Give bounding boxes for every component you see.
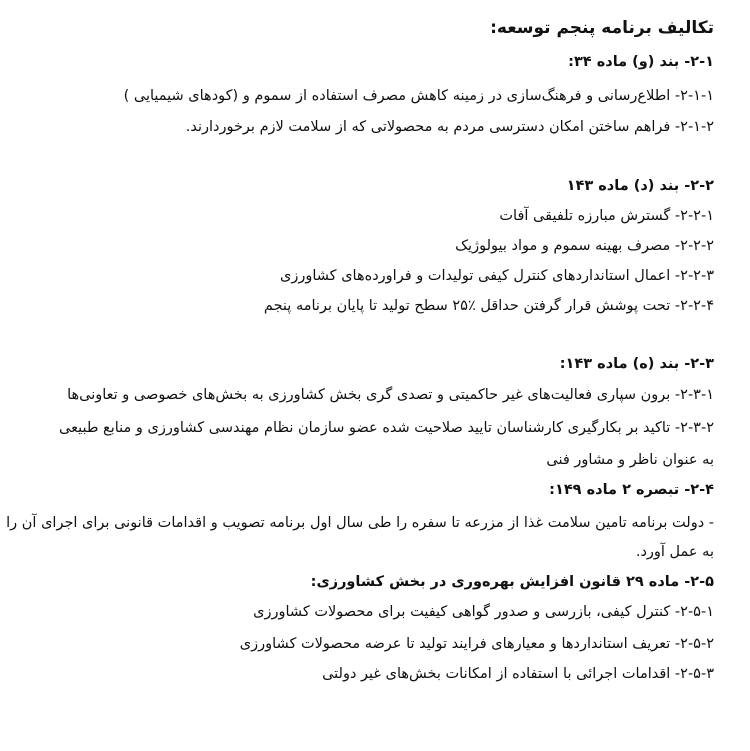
list-item: ۲-۲-۱- گسترش مبارزه تلفیقی آفات xyxy=(499,208,714,224)
section-heading: ۲-۴- تبصره ۲ ماده ۱۴۹: xyxy=(549,482,714,498)
list-item: - دولت برنامه تامین سلامت غذا از مزرعه تا سفره را طی سال اول برنامه تصویب و اقدامات قانونی برای اجرای آن را xyxy=(6,515,714,531)
list-item: ۲-۱-۱- اطلاع‌رسانی و فرهنگ‌سازی در زمینه کاهش مصرف استفاده از سموم و (کودهای شیمیایی ) xyxy=(123,88,714,104)
list-item: ۲-۲-۳- اعمال استانداردهای کنترل کیفی تولیدات و فراورده‌های کشاورزی xyxy=(279,268,714,284)
section-heading: ۲-۱- بند (و) ماده ۳۴: xyxy=(568,54,714,70)
section-heading: ۲-۲- بند (د) ماده ۱۴۳ xyxy=(566,178,714,194)
document-title: تکالیف برنامه پنجم توسعه: xyxy=(490,18,714,38)
list-item: ۲-۲-۲- مصرف بهینه سموم و مواد بیولوژیک xyxy=(455,238,714,254)
list-item: ۲-۵-۲- تعریف استانداردها و معیارهای فرایند تولید تا عرضه محصولات کشاورزی xyxy=(239,636,714,652)
list-item-continuation: به عمل آورد. xyxy=(635,544,714,560)
section-heading: ۲-۵- ماده ۲۹ قانون افزایش بهره‌وری در بخش کشاورزی: xyxy=(310,574,714,590)
list-item: ۲-۱-۲- فراهم ساختن امکان دسترسی مردم به محصولاتی که از سلامت لازم برخوردارند. xyxy=(185,119,714,135)
list-item-continuation: به عنوان ناظر و مشاور فنی xyxy=(546,452,714,468)
list-item: ۲-۳-۲- تاکید بر بکارگیری کارشناسان تایید صلاحیت شده عضو سازمان نظام مهندسی کشاورزی و منابع طبیعی xyxy=(59,420,714,436)
list-item: ۲-۲-۴- تحت پوشش قرار گرفتن حداقل ٪۲۵ سطح تولید تا پایان برنامه پنجم xyxy=(263,298,714,314)
list-item: ۲-۵-۳- اقدامات اجرائی با استفاده از امکانات بخش‌های غیر دولتی xyxy=(322,666,714,682)
list-item: ۲-۵-۱- کنترل کیفی، بازرسی و صدور گواهی کیفیت برای محصولات کشاورزی xyxy=(253,604,714,620)
section-heading: ۲-۳- بند (ه) ماده ۱۴۳: xyxy=(559,356,714,372)
list-item: ۲-۳-۱- برون سپاری فعالیت‌های غیر حاکمیتی و تصدی گری بخش کشاورزی به بخش‌های خصوصی و تعاونی‌ها xyxy=(67,387,714,403)
